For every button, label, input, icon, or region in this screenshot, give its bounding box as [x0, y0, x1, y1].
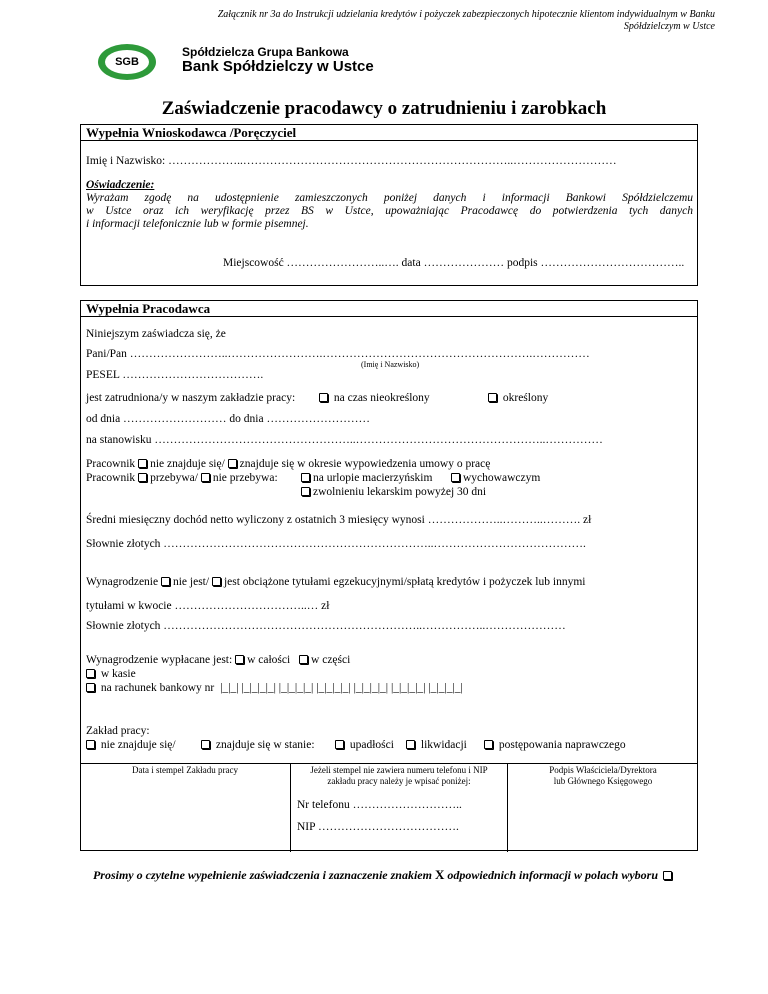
garnished-checkbox[interactable] [212, 577, 221, 586]
name-caption: (Imię i Nazwisko) [361, 360, 420, 369]
garnishment-amount-field[interactable]: tytułami w kwocie ……………………………..… zł [86, 600, 330, 612]
parental-checkbox[interactable] [451, 473, 460, 482]
definite-checkbox[interactable] [488, 393, 497, 402]
notice-period-row: Pracownik nie znajduje się/ znajduje się w okresie wypowiedzenia umowy o pracę [86, 458, 491, 470]
paid-part-checkbox[interactable] [299, 655, 308, 664]
definite-option[interactable]: określony [488, 391, 548, 405]
workplace-not-checkbox[interactable] [86, 740, 95, 749]
indefinite-option[interactable]: na czas nieokreślony [319, 391, 430, 405]
applicant-section [80, 124, 698, 286]
certify-text: Niniejszym zaświadcza się, że [86, 328, 226, 340]
statement-title: Oświadczenie: [86, 179, 155, 191]
not-in-notice-checkbox[interactable] [138, 459, 147, 468]
instruction-note: Prosimy o czytelne wypełnienie zaświadczenia i zaznaczenie znakiem X odpowiednich informacji w polach wyboru [0, 867, 768, 883]
in-notice-checkbox[interactable] [228, 459, 237, 468]
cash-option[interactable]: w kasie [86, 667, 136, 681]
place-date-signature[interactable]: Miejscowość ……………………..…. data ………………… podpis ……………………………….. [223, 257, 685, 269]
payment-method-row: Wynagrodzenie wypłacane jest: w całości w części [86, 654, 351, 666]
group-name: Spółdzielcza Grupa Bankowa [182, 45, 349, 59]
workplace-not-option[interactable]: nie znajduje się/ [86, 738, 176, 752]
phone-field[interactable]: Nr telefonu ……………………….. [297, 799, 462, 811]
sgb-logo: SGB [103, 48, 151, 76]
company-stamp-cell[interactable]: Data i stempel Zakładu pracy [132, 765, 238, 775]
stamp-info-cell: Jeżeli stempel nie zawiera numeru telefonu i NIP zakładu pracy należy je wpisać poniżej: [310, 765, 488, 786]
employer-section [80, 300, 698, 851]
position-field[interactable]: na stanowisku ……………………………………………..…………………………………………..…………… [86, 434, 603, 446]
example-checkbox-icon [663, 871, 672, 880]
restructuring-checkbox[interactable] [484, 740, 493, 749]
garnishment-words-field[interactable]: Słownie złotych …………………………………………………………..……………..………………… [86, 620, 566, 632]
indefinite-checkbox[interactable] [319, 393, 328, 402]
not-garnished-checkbox[interactable] [161, 577, 170, 586]
leave-row: Pracownik przebywa/ nie przebywa: [86, 472, 278, 484]
bank-name: Bank Spółdzielczy w Ustce [182, 58, 374, 75]
income-in-words-field[interactable]: Słownie złotych ……………………………………………………………..…………………………………. [86, 538, 586, 550]
parental-option[interactable]: wychowawczym [451, 471, 540, 485]
applicant-section-title: Wypełnia Wnioskodawca /Poręczyciel [81, 125, 697, 141]
restructuring-option[interactable]: postępowania naprawczego [484, 738, 626, 752]
maternity-checkbox[interactable] [301, 473, 310, 482]
garnishment-row: Wynagrodzenie nie jest/ jest obciążone tytułami egzekucyjnymi/spłatą kredytów i pożyczek lub innymi [86, 576, 586, 588]
statement-line-2: w Ustce oraz ich weryfikację przez BS w Ustce, upoważniając Pracodawcę do potwierdzenia tych danych [86, 205, 693, 217]
sick-leave-checkbox[interactable] [301, 487, 310, 496]
on-leave-checkbox[interactable] [138, 473, 147, 482]
employer-section-title: Wypełnia Pracodawca [81, 301, 697, 317]
applicant-name-field[interactable]: Imię i Nazwisko: ………………..……………………………………………………………..……………………… [86, 155, 617, 167]
statement-line-3: i informacji telefonicznie lub w formie pisemnej. [86, 218, 309, 230]
paid-full-checkbox[interactable] [235, 655, 244, 664]
sick-leave-option[interactable]: zwolnieniu lekarskim powyżej 30 dni [301, 485, 486, 499]
workplace-is-option[interactable]: znajduje się w stanie: [201, 738, 315, 752]
bank-account-option[interactable]: na rachunek bankowy nr |_|_| |_|_|_|_| |_|_|_|_| |_|_|_|_| |_|_|_|_| |_|_|_|_| |_|_|_|_| [86, 681, 463, 695]
maternity-option[interactable]: na urlopie macierzyńskim [301, 471, 432, 485]
signature-table [80, 763, 698, 852]
statement-line-1: Wyrażam zgodę na udostępnienie zamieszczonych poniżej danych i informacji Bankowi Spółdzielczemu [86, 192, 693, 204]
annex-note: Załącznik nr 3a do Instrukcji udzielania kredytów i pożyczek zabezpieczonych hipotecznie klientom indywidualnym w Banku Spółdzielczym w Ustce [217, 9, 715, 32]
account-number-field[interactable]: |_|_| |_|_|_|_| |_|_|_|_| |_|_|_|_| |_|_|_|_| |_|_|_|_| |_|_|_|_| [220, 682, 463, 694]
liquidation-option[interactable]: likwidacji [406, 738, 467, 752]
document-title: Zaświadczenie pracodawcy o zatrudnieniu i zarobkach [161, 98, 607, 119]
cash-checkbox[interactable] [86, 669, 95, 678]
director-signature-cell[interactable]: Podpis Właściciela/Dyrektora lub Głównego Księgowego [549, 765, 657, 786]
workplace-label: Zakład pracy: [86, 725, 150, 737]
bank-account-checkbox[interactable] [86, 683, 95, 692]
employment-row: jest zatrudniona/y w naszym zakładzie pracy: [86, 392, 296, 404]
bankruptcy-option[interactable]: upadłości [335, 738, 394, 752]
workplace-is-checkbox[interactable] [201, 740, 210, 749]
pesel-field[interactable]: PESEL ………………………………. [86, 369, 264, 381]
employee-name-field[interactable]: Pani/Pan ……………………..…………………….……………………………………………….…………… [86, 348, 590, 360]
liquidation-checkbox[interactable] [406, 740, 415, 749]
date-range-field[interactable]: od dnia ……………………… do dnia ……………………… [86, 413, 370, 425]
bankruptcy-checkbox[interactable] [335, 740, 344, 749]
not-on-leave-checkbox[interactable] [201, 473, 210, 482]
nip-field[interactable]: NIP ………………………………. [297, 821, 459, 833]
average-income-field[interactable]: Średni miesięczny dochód netto wyliczony z ostatnich 3 miesięcy wynosi ………………..………..………. zł [86, 514, 592, 526]
